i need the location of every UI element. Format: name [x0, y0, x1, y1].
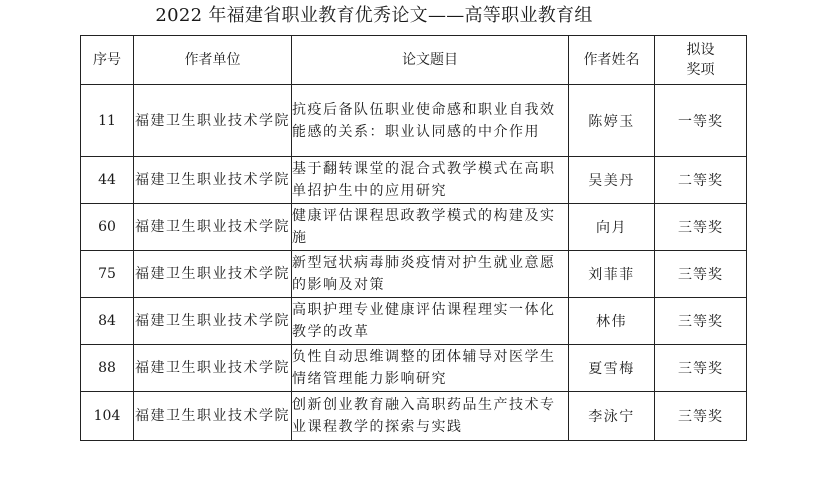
table-row — [81, 157, 747, 204]
cell-award: 三等奖 — [655, 345, 747, 392]
cell-author-unit: 福建卫生职业技术学院 — [134, 251, 292, 298]
cell-paper-title: 负性自动思维调整的团体辅导对医学生情绪管理能力影响研究 — [292, 345, 569, 392]
cell-award: 三等奖 — [655, 392, 747, 441]
header-proposed-award-line2: 奖项 — [686, 62, 715, 78]
cell-author-unit: 福建卫生职业技术学院 — [134, 85, 292, 157]
cell-author-name: 刘菲菲 — [569, 251, 655, 298]
table-row — [81, 251, 747, 298]
table-row — [81, 204, 747, 251]
cell-serial-number: 60 — [81, 204, 134, 251]
header-serial-number: 序号 — [81, 36, 134, 85]
cell-author-unit: 福建卫生职业技术学院 — [134, 204, 292, 251]
awards-table — [80, 35, 747, 441]
cell-paper-title: 高职护理专业健康评估课程理实一体化教学的改革 — [292, 298, 569, 345]
cell-paper-title: 健康评估课程思政教学模式的构建及实施 — [292, 204, 569, 251]
cell-author-name: 吴美丹 — [569, 157, 655, 204]
document-title: 2022 年福建省职业教育优秀论文——高等职业教育组 — [155, 5, 593, 26]
cell-award: 三等奖 — [655, 204, 747, 251]
cell-award: 一等奖 — [655, 85, 747, 157]
header-paper-title: 论文题目 — [292, 36, 569, 85]
cell-paper-title: 创新创业教育融入高职药品生产技术专业课程教学的探索与实践 — [292, 392, 569, 441]
cell-serial-number: 88 — [81, 345, 134, 392]
cell-serial-number: 84 — [81, 298, 134, 345]
cell-author-name: 李泳宁 — [569, 392, 655, 441]
cell-author-unit: 福建卫生职业技术学院 — [134, 345, 292, 392]
cell-author-name: 夏雪梅 — [569, 345, 655, 392]
header-author-name: 作者姓名 — [569, 36, 655, 85]
table-row — [81, 85, 747, 157]
table-row — [81, 298, 747, 345]
cell-award: 二等奖 — [655, 157, 747, 204]
cell-serial-number: 75 — [81, 251, 134, 298]
header-author-unit: 作者单位 — [134, 36, 292, 85]
table-row — [81, 345, 747, 392]
cell-author-unit: 福建卫生职业技术学院 — [134, 157, 292, 204]
cell-award: 三等奖 — [655, 298, 747, 345]
cell-paper-title: 新型冠状病毒肺炎疫情对护生就业意愿的影响及对策 — [292, 251, 569, 298]
cell-author-name: 陈婷玉 — [569, 85, 655, 157]
cell-serial-number: 11 — [81, 85, 134, 157]
table-row — [81, 392, 747, 441]
cell-author-name: 向月 — [569, 204, 655, 251]
header-proposed-award-line1: 拟设 — [686, 42, 715, 58]
cell-paper-title: 基于翻转课堂的混合式教学模式在高职单招护生中的应用研究 — [292, 157, 569, 204]
cell-paper-title: 抗疫后备队伍职业使命感和职业自我效能感的关系：职业认同感的中介作用 — [292, 85, 569, 157]
header-proposed-award — [655, 36, 747, 85]
cell-serial-number: 104 — [81, 392, 134, 441]
cell-author-unit: 福建卫生职业技术学院 — [134, 298, 292, 345]
cell-serial-number: 44 — [81, 157, 134, 204]
cell-author-name: 林伟 — [569, 298, 655, 345]
cell-author-unit: 福建卫生职业技术学院 — [134, 392, 292, 441]
cell-award: 三等奖 — [655, 251, 747, 298]
table-header-row — [81, 36, 747, 85]
